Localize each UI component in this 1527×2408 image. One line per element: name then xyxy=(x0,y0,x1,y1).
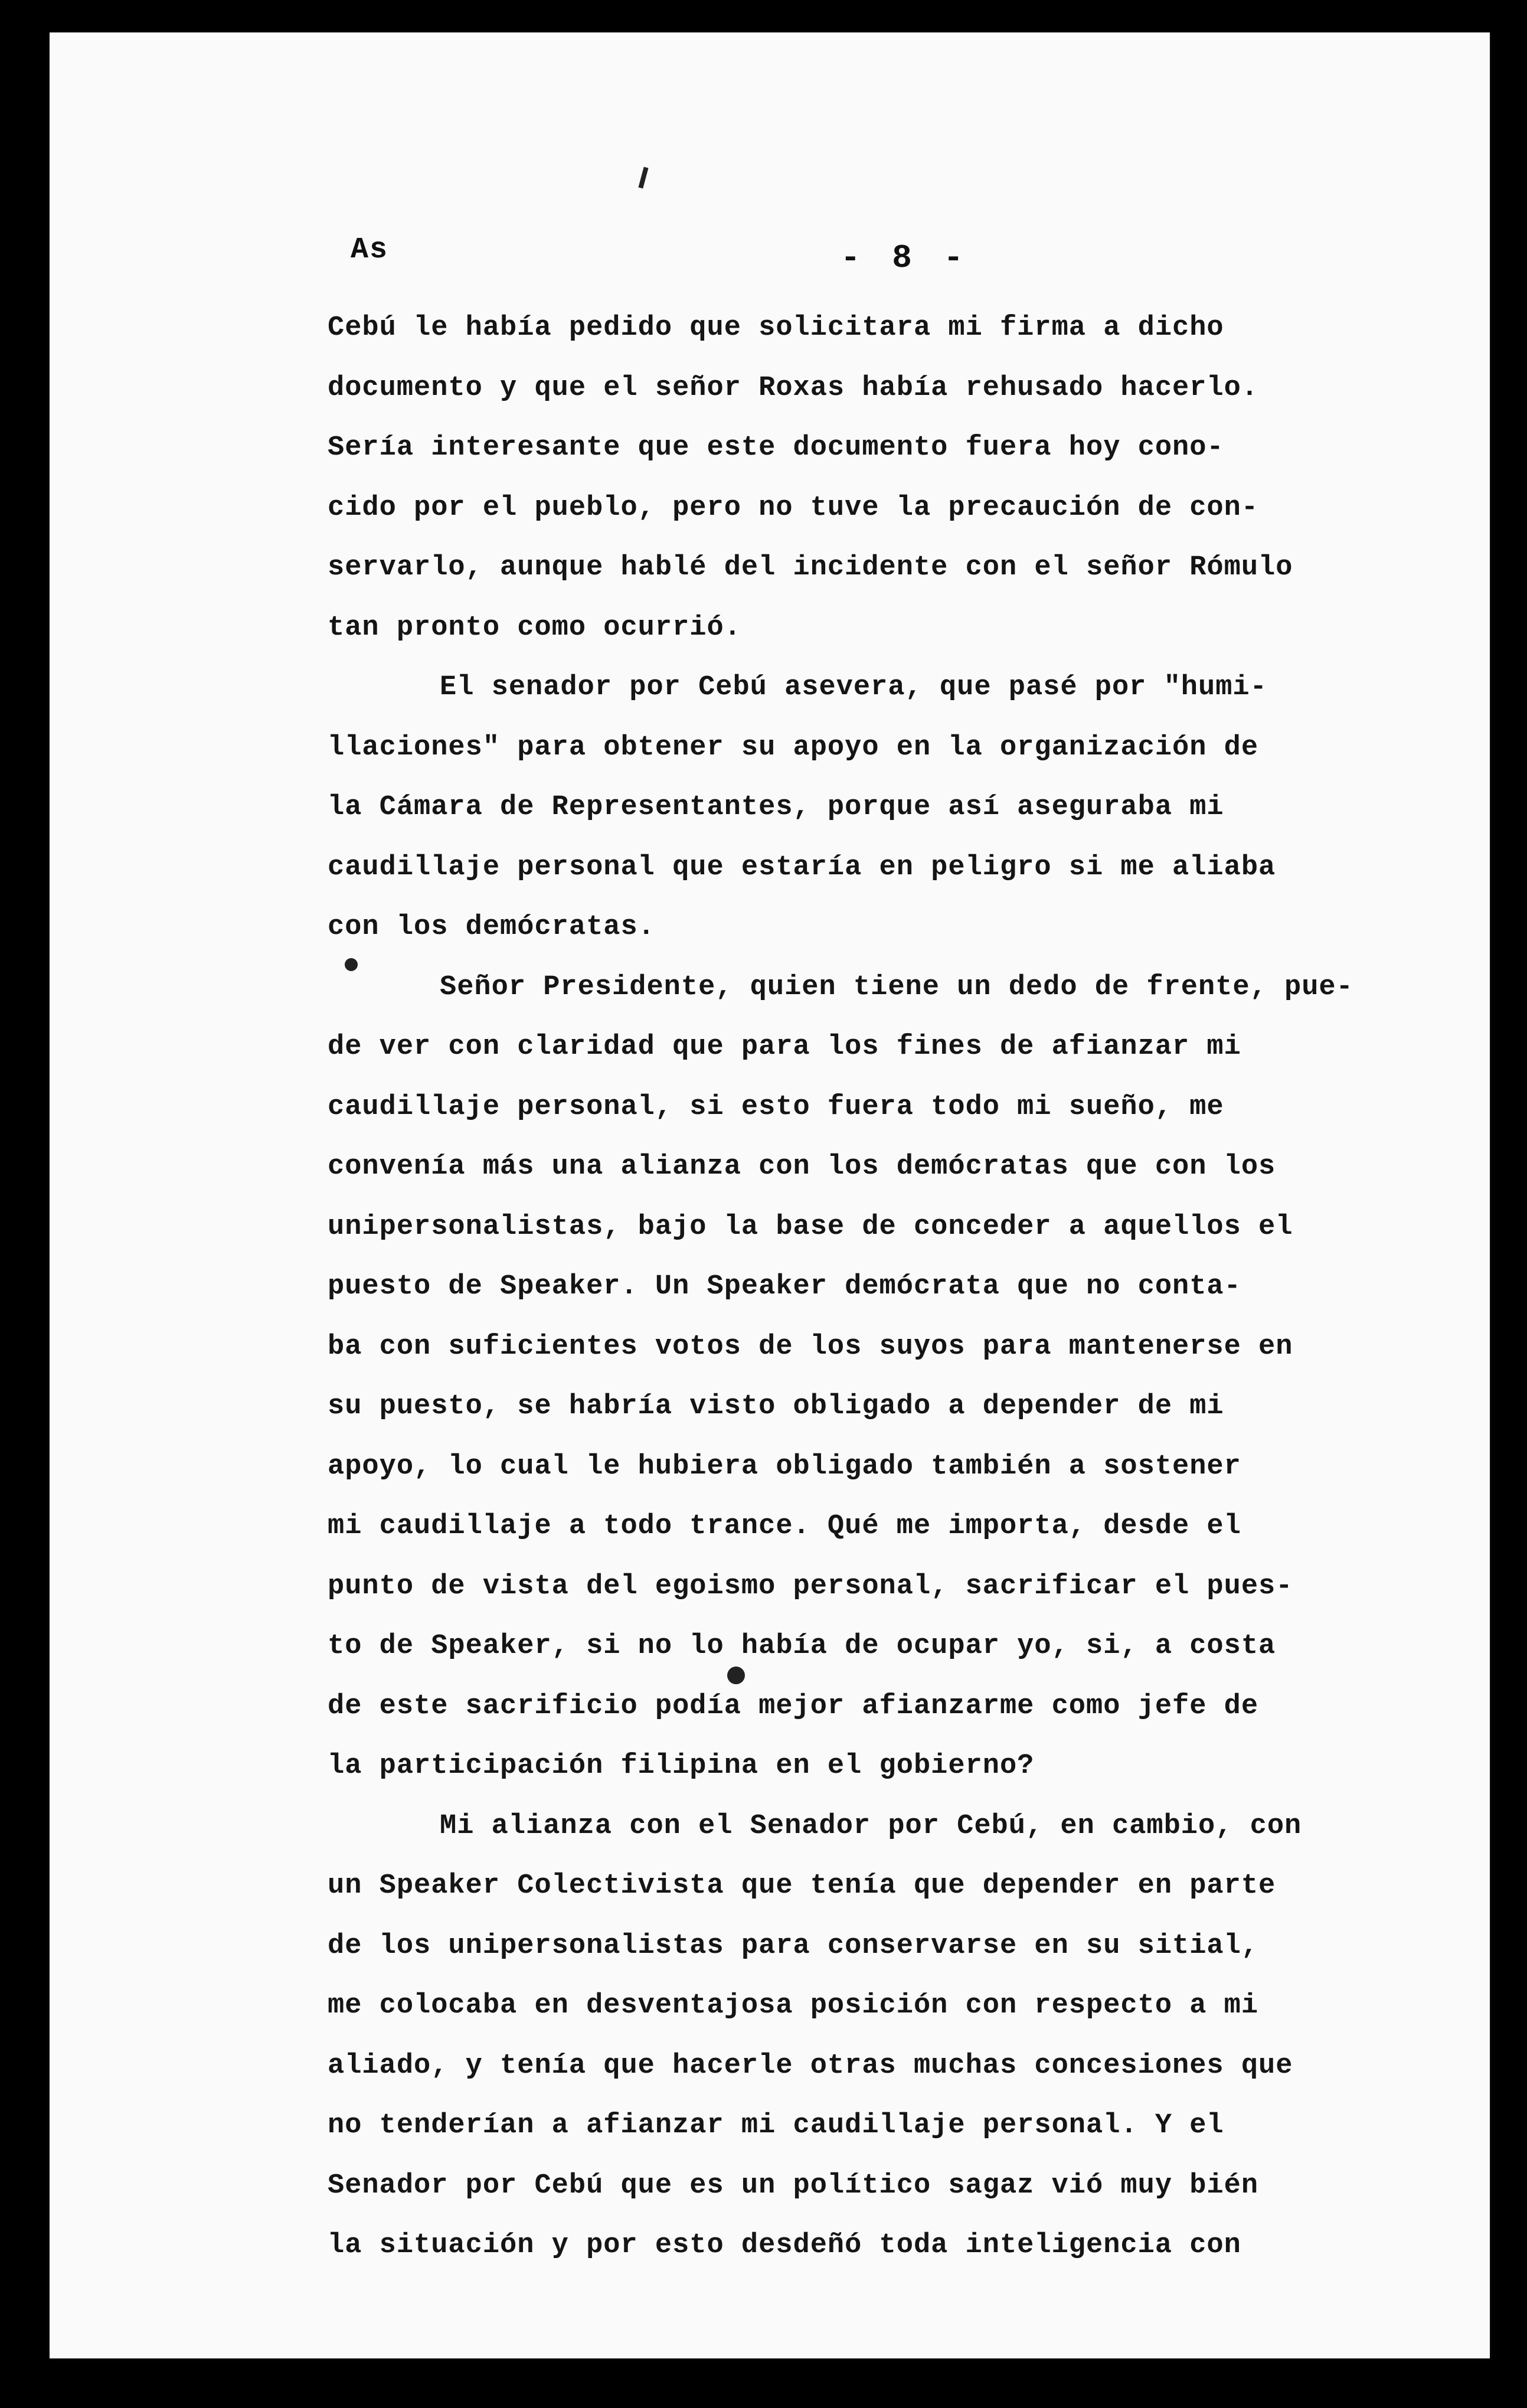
text-line: convenía más una alianza con los demócratas que con los xyxy=(328,1151,1276,1182)
text-line: Senador por Cebú que es un político sagaz vió muy bién xyxy=(328,2170,1259,2201)
text-line: la Cámara de Representantes, porque así aseguraba mi xyxy=(328,792,1224,823)
typist-initials: As xyxy=(351,233,389,267)
text-line: ba con suficientes votos de los suyos para mantenerse en xyxy=(328,1331,1293,1363)
text-line: Sería interesante que este documento fuera hoy cono- xyxy=(328,432,1224,463)
text-line: de los unipersonalistas para conservarse en su sitial, xyxy=(328,1930,1259,1962)
text-line: aliado, y tenía que hacerle otras muchas concesiones que xyxy=(328,2050,1293,2082)
text-line: tan pronto como ocurrió. xyxy=(328,612,741,643)
text-line: caudillaje personal, si esto fuera todo mi sueño, me xyxy=(328,1091,1224,1123)
text-line: llaciones" para obtener su apoyo en la organización de xyxy=(328,731,1259,763)
text-line: unipersonalistas, bajo la base de conceder a aquellos el xyxy=(328,1211,1293,1243)
text-line: la situación y por esto desdeñó toda inteligencia con xyxy=(328,2230,1241,2261)
text-line: de este sacrificio podía mejor afianzarme como jefe de xyxy=(328,1690,1259,1722)
text-line: documento y que el señor Roxas había rehusado hacerlo. xyxy=(328,372,1259,404)
text-line: me colocaba en desventajosa posición con respecto a mi xyxy=(328,1990,1259,2021)
page-number: - 8 - xyxy=(841,239,970,277)
text-line: El senador por Cebú asevera, que pasé por "humi- xyxy=(440,672,1267,703)
text-line: Cebú le había pedido que solicitara mi firma a dicho xyxy=(328,312,1224,344)
text-line: cido por el pueblo, pero no tuve la precaución de con- xyxy=(328,492,1259,524)
text-line: Señor Presidente, quien tiene un dedo de frente, pue- xyxy=(440,971,1353,1003)
text-line: de ver con claridad que para los fines de afianzar mi xyxy=(328,1031,1241,1063)
text-line: con los demócratas. xyxy=(328,911,655,943)
body-text xyxy=(328,298,1390,2276)
text-line: su puesto, se habría visto obligado a depender de mi xyxy=(328,1391,1224,1422)
text-line: servarlo, aunque hablé del incidente con el señor Rómulo xyxy=(328,552,1293,583)
text-line: la participación filipina en el gobierno? xyxy=(328,1750,1035,1782)
text-line: to de Speaker, si no lo había de ocupar yo, si, a costa xyxy=(328,1631,1276,1662)
text-line: caudillaje personal que estaría en peligro si me aliaba xyxy=(328,851,1276,883)
text-line: puesto de Speaker. Un Speaker demócrata que no conta- xyxy=(328,1271,1241,1302)
text-line: mi caudillaje a todo trance. Qué me importa, desde el xyxy=(328,1511,1241,1542)
text-line: punto de vista del egoismo personal, sacrificar el pues- xyxy=(328,1570,1293,1602)
text-line: no tenderían a afianzar mi caudillaje personal. Y el xyxy=(328,2110,1224,2141)
text-line: un Speaker Colectivista que tenía que depender en parte xyxy=(328,1870,1276,1901)
ink-mark xyxy=(638,167,648,189)
text-line: apoyo, lo cual le hubiera obligado también a sostener xyxy=(328,1450,1241,1482)
text-line: Mi alianza con el Senador por Cebú, en cambio, con xyxy=(440,1810,1302,1842)
